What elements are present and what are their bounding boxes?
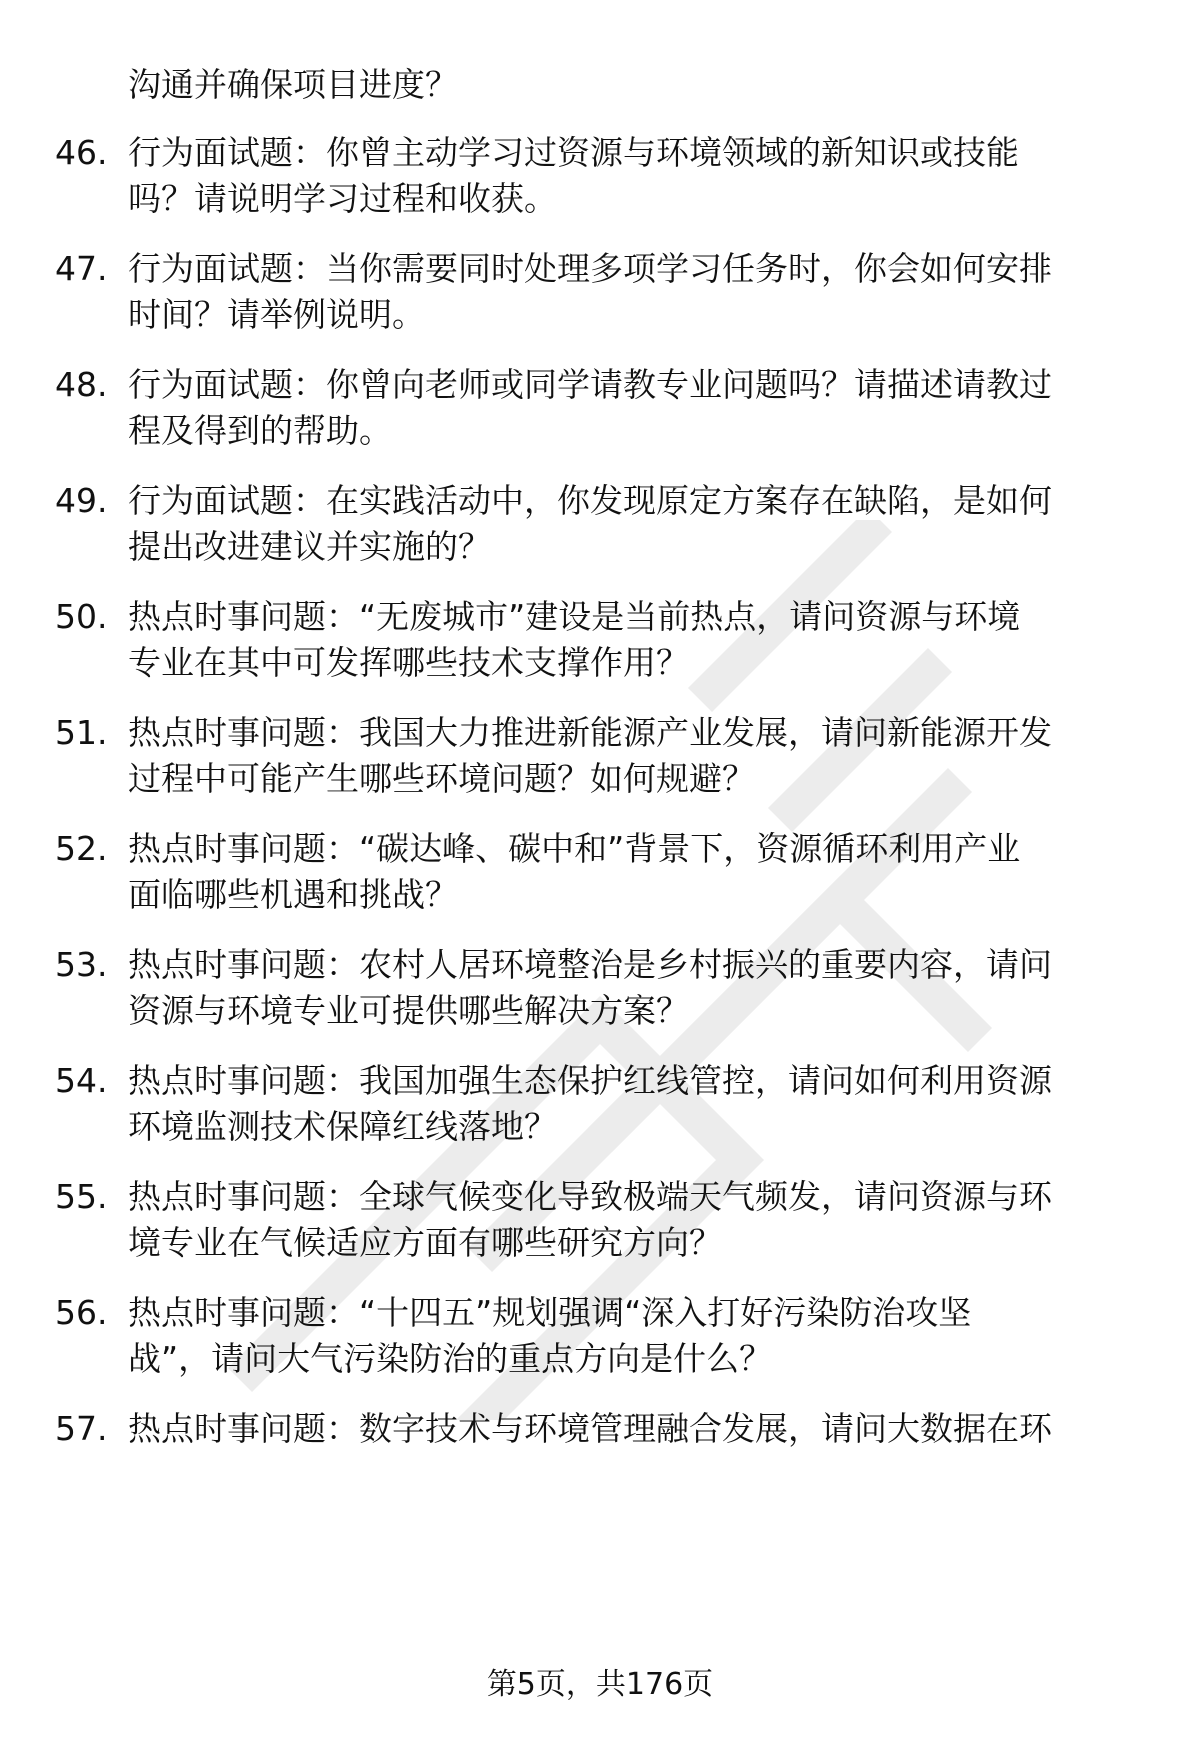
item-text xyxy=(128,362,1138,454)
item-text-line: 吗？请说明学习过程和收获。 xyxy=(128,179,557,218)
item-text xyxy=(128,1290,1138,1382)
item-text xyxy=(128,942,1138,1034)
item-text xyxy=(128,710,1138,802)
continuation-line: 沟通并确保项目进度？ xyxy=(128,65,458,104)
item-text xyxy=(128,1174,1138,1266)
item-text-line: 热点时事问题：全球气候变化导致极端天气频发，请问资源与环 xyxy=(128,1177,1052,1216)
item-number: 46. xyxy=(55,133,108,172)
item-text-line: 专业在其中可发挥哪些技术支撑作用？ xyxy=(128,643,689,682)
item-text-line: 热点时事问题：“碳达峰、碳中和”背景下，资源循环利用产业 xyxy=(128,829,1021,868)
item-number: 53. xyxy=(55,945,108,984)
item-text xyxy=(128,1406,1138,1452)
item-number: 55. xyxy=(55,1177,108,1216)
item-text-line: 热点时事问题：农村人居环境整治是乡村振兴的重要内容，请问 xyxy=(128,945,1052,984)
item-text-line: 热点时事问题：“无废城市”建设是当前热点，请问资源与环境 xyxy=(128,597,1021,636)
item-text-line: 热点时事问题：“十四五”规划强调“深入打好污染防治攻坚 xyxy=(128,1293,972,1332)
item-number: 47. xyxy=(55,249,108,288)
item-text-line: 过程中可能产生哪些环境问题？如何规避？ xyxy=(128,759,755,798)
item-text-line: 资源与环境专业可提供哪些解决方案？ xyxy=(128,991,689,1030)
item-text-line: 热点时事问题：我国加强生态保护红线管控，请问如何利用资源 xyxy=(128,1061,1052,1100)
item-number: 49. xyxy=(55,481,108,520)
item-text-line: 热点时事问题：数字技术与环境管理融合发展，请问大数据在环 xyxy=(128,1409,1052,1448)
item-text xyxy=(128,130,1138,222)
item-number: 48. xyxy=(55,365,108,404)
item-text-line: 行为面试题：当你需要同时处理多项学习任务时，你会如何安排 xyxy=(128,249,1052,288)
item-text-line: 面临哪些机遇和挑战？ xyxy=(128,875,458,914)
item-text xyxy=(128,246,1138,338)
item-text-line: 时间？请举例说明。 xyxy=(128,295,425,334)
item-number: 56. xyxy=(55,1293,108,1332)
item-text xyxy=(128,826,1138,918)
item-text xyxy=(128,594,1138,686)
item-text xyxy=(128,478,1138,570)
item-text-line: 行为面试题：在实践活动中，你发现原定方案存在缺陷，是如何 xyxy=(128,481,1052,520)
item-number: 50. xyxy=(55,597,108,636)
item-text-line: 行为面试题：你曾主动学习过资源与环境领域的新知识或技能 xyxy=(128,133,1019,172)
item-text-line: 热点时事问题：我国大力推进新能源产业发展，请问新能源开发 xyxy=(128,713,1052,752)
item-text-line: 程及得到的帮助。 xyxy=(128,411,392,450)
item-text-line: 战”，请问大气污染防治的重点方向是什么？ xyxy=(128,1339,773,1378)
page-footer: 第5页，共176页 xyxy=(486,1667,714,1702)
item-text-line: 环境监测技术保障红线落地？ xyxy=(128,1107,557,1146)
item-text-line: 境专业在气候适应方面有哪些研究方向？ xyxy=(128,1223,722,1262)
item-number: 54. xyxy=(55,1061,108,1100)
item-text xyxy=(128,1058,1138,1150)
item-number: 51. xyxy=(55,713,108,752)
item-number: 57. xyxy=(55,1409,108,1448)
item-text-line: 提出改进建议并实施的？ xyxy=(128,527,491,566)
item-number: 52. xyxy=(55,829,108,868)
item-text-line: 行为面试题：你曾向老师或同学请教专业问题吗？请描述请教过 xyxy=(128,365,1052,404)
